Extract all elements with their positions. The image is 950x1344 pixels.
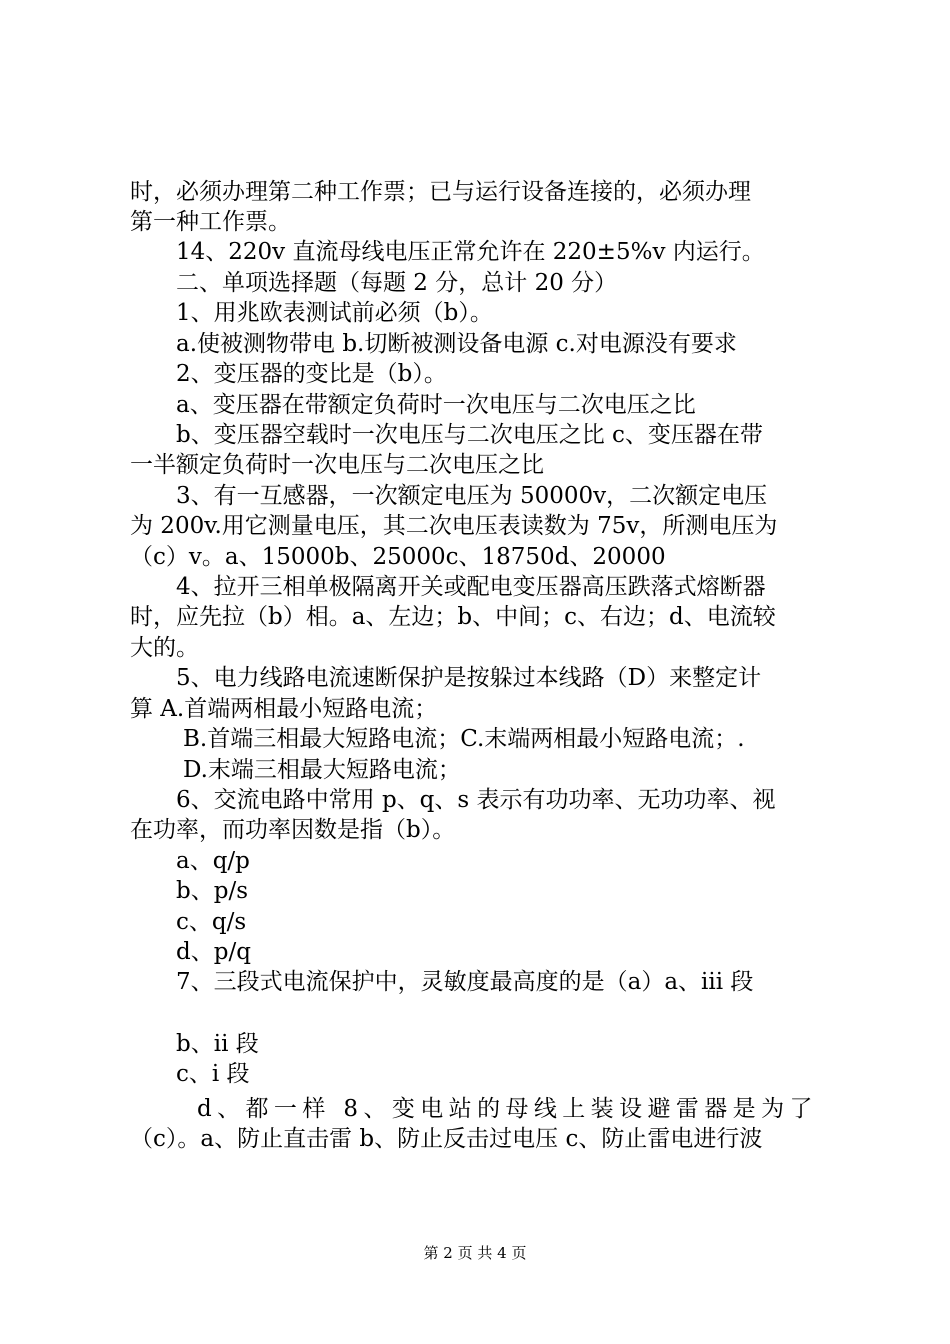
question-1-options: a.使被测物带电 b.切断被测设备电源 c.对电源没有要求	[176, 331, 737, 357]
question-5-option-d: D.末端三相最大短路电流；	[183, 757, 461, 783]
question-3: 3、有一互感器，一次额定电压为 50000v，二次额定电压	[176, 483, 768, 509]
question-6-cont: 在功率，而功率因数是指（b）。	[130, 817, 456, 843]
text-line-3: 14、220v 直流母线电压正常允许在 220±5%v 内运行。	[176, 239, 765, 265]
page-footer: 第 2 页 共 4 页	[423, 1244, 527, 1262]
text-line-2: 第一种工作票。	[130, 209, 291, 235]
question-2-option-c-cont: 一半额定负荷时一次电压与二次电压之比	[130, 452, 544, 478]
question-4: 4、拉开三相单极隔离开关或配电变压器高压跌落式熔断器	[176, 574, 766, 600]
question-3-options: （c）v。a、15000b、25000c、18750d、20000	[130, 544, 666, 570]
question-5-option-a: 算 A.首端两相最小短路电流；	[130, 696, 438, 722]
question-7: 7、三段式电流保护中，灵敏度最高度的是（a）a、iii 段	[176, 969, 754, 995]
section-heading: 二、单项选择题（每题 2 分，总计 20 分）	[176, 270, 618, 296]
question-8-options: （c）。a、防止直击雷 b、防止反击过电压 c、防止雷电进行波	[130, 1126, 763, 1152]
question-7-option-d-and-question-8: d、都一样 8、变电站的母线上装设避雷器是为了	[197, 1096, 818, 1122]
question-4-cont-2: 大的。	[130, 635, 199, 661]
question-2-option-a: a、变压器在带额定负荷时一次电压与二次电压之比	[176, 392, 696, 418]
question-7-option-c: c、i 段	[176, 1061, 250, 1087]
question-6-option-c: c、q/s	[176, 909, 247, 935]
question-6: 6、交流电路中常用 p、q、s 表示有功功率、无功功率、视	[176, 787, 776, 813]
question-7-option-b: b、ii 段	[176, 1031, 259, 1057]
question-5-option-bc: B.首端三相最大短路电流；C.末端两相最小短路电流；.	[183, 726, 745, 752]
question-6-option-b: b、p/s	[176, 878, 248, 904]
question-4-cont: 时，应先拉（b）相。a、左边；b、中间；c、右边；d、电流较	[130, 604, 776, 630]
question-2: 2、变压器的变比是（b）。	[176, 361, 447, 387]
question-1: 1、用兆欧表测试前必须（b）。	[176, 300, 493, 326]
question-6-option-d: d、p/q	[176, 939, 251, 965]
text-line-1: 时，必须办理第二种工作票；已与运行设备连接的，必须办理	[130, 179, 751, 205]
question-3-cont: 为 200v.用它测量电压，其二次电压表读数为 75v，所测电压为	[130, 513, 778, 539]
question-5: 5、电力线路电流速断保护是按躲过本线路（D）来整定计	[176, 665, 762, 691]
question-2-option-bc: b、变压器空载时一次电压与二次电压之比 c、变压器在带	[176, 422, 763, 448]
question-6-option-a: a、q/p	[176, 848, 250, 874]
